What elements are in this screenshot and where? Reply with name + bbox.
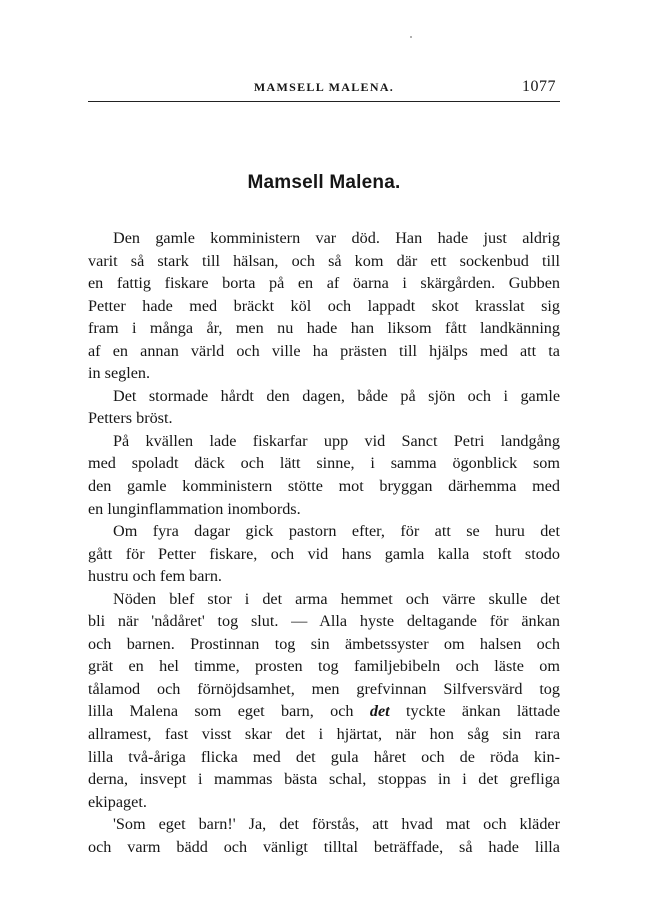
text-line: bli när 'nådåret' tog slut. — Alla hyste deltagande för änkan bbox=[88, 612, 560, 631]
page-number: 1077 bbox=[522, 78, 556, 95]
text-line: Petters bröst. bbox=[88, 409, 173, 428]
text-line: allramest, fast visst skar det i hjärtat, när hon såg sin rara bbox=[88, 725, 560, 744]
text-line: af en annan värld och ville ha prästen till hjälps med att ta bbox=[88, 341, 560, 360]
text-line: den gamle komministern stötte mot bryggan därhemma med bbox=[88, 477, 560, 496]
print-speck bbox=[410, 36, 412, 38]
text-line-with-emphasis bbox=[88, 700, 560, 723]
text-line: grät en hel timme, prosten tog familjebibeln och läste om bbox=[88, 657, 560, 676]
text-line: varit så stark till hälsan, och så kom där ett sockenbud till bbox=[88, 251, 560, 270]
chapter-title: Mamsell Malena. bbox=[247, 172, 401, 193]
text-line: På kvällen lade fiskarfar upp vid Sanct Petri landgång bbox=[113, 431, 560, 450]
body-text bbox=[88, 227, 560, 858]
emphasis-word: det bbox=[369, 702, 390, 721]
text-line: Nöden blef stor i det arma hemmet och värre skulle det bbox=[113, 589, 560, 608]
text-line: hustru och fem barn. bbox=[88, 567, 222, 586]
text-line: Den gamle komministern var död. Han hade just aldrig bbox=[113, 229, 560, 247]
text-line: fram i många år, men nu hade han liksom fått landkänning bbox=[88, 319, 560, 338]
text-line: och varm bädd och vänligt tilltal beträffade, så hade lilla bbox=[88, 837, 560, 856]
text-line: Petter hade med bräckt köl och lappadt skot krasslat sig bbox=[88, 296, 560, 315]
text-line: med spoladt däck och lätt sinne, i samma ögonblick som bbox=[88, 454, 560, 473]
text-line: Det stormade hårdt den dagen, både på sjön och i gamle bbox=[113, 386, 560, 405]
text-line: och barnen. Prostinnan tog sin ämbetssyster om halsen och bbox=[88, 634, 560, 653]
text-line: en lunginflammation inombords. bbox=[88, 499, 301, 518]
page-header bbox=[88, 80, 560, 106]
text-line: ekipaget. bbox=[88, 792, 147, 811]
text-line: lilla två-åriga flicka med det gula håret och de röda kin- bbox=[88, 747, 560, 766]
text-line: in seglen. bbox=[88, 364, 151, 383]
text-line: Om fyra dagar gick pastorn efter, för att se huru det bbox=[113, 522, 560, 541]
text-line: tålamod och förnöjdsamhet, men grefvinnan Silfversvärd tog bbox=[88, 679, 560, 698]
header-rule bbox=[88, 101, 560, 102]
text-line: gått för Petter fiskare, och vid hans gamla kalla stoft stodo bbox=[88, 544, 560, 563]
text-line: en fattig fiskare borta på en af öarna i skärgården. Gubben bbox=[88, 274, 560, 293]
running-title: MAMSELL MALENA. bbox=[253, 80, 395, 94]
text-line: derna, insvept i mammas bästa schal, stoppas in i det grefliga bbox=[88, 770, 560, 789]
text-line: 'Som eget barn!' Ja, det förstås, att hvad mat och kläder bbox=[113, 815, 560, 834]
text-fragment: lilla Malena som eget barn, och bbox=[88, 702, 354, 721]
text-fragment: tyckte änkan lättade bbox=[406, 702, 561, 721]
